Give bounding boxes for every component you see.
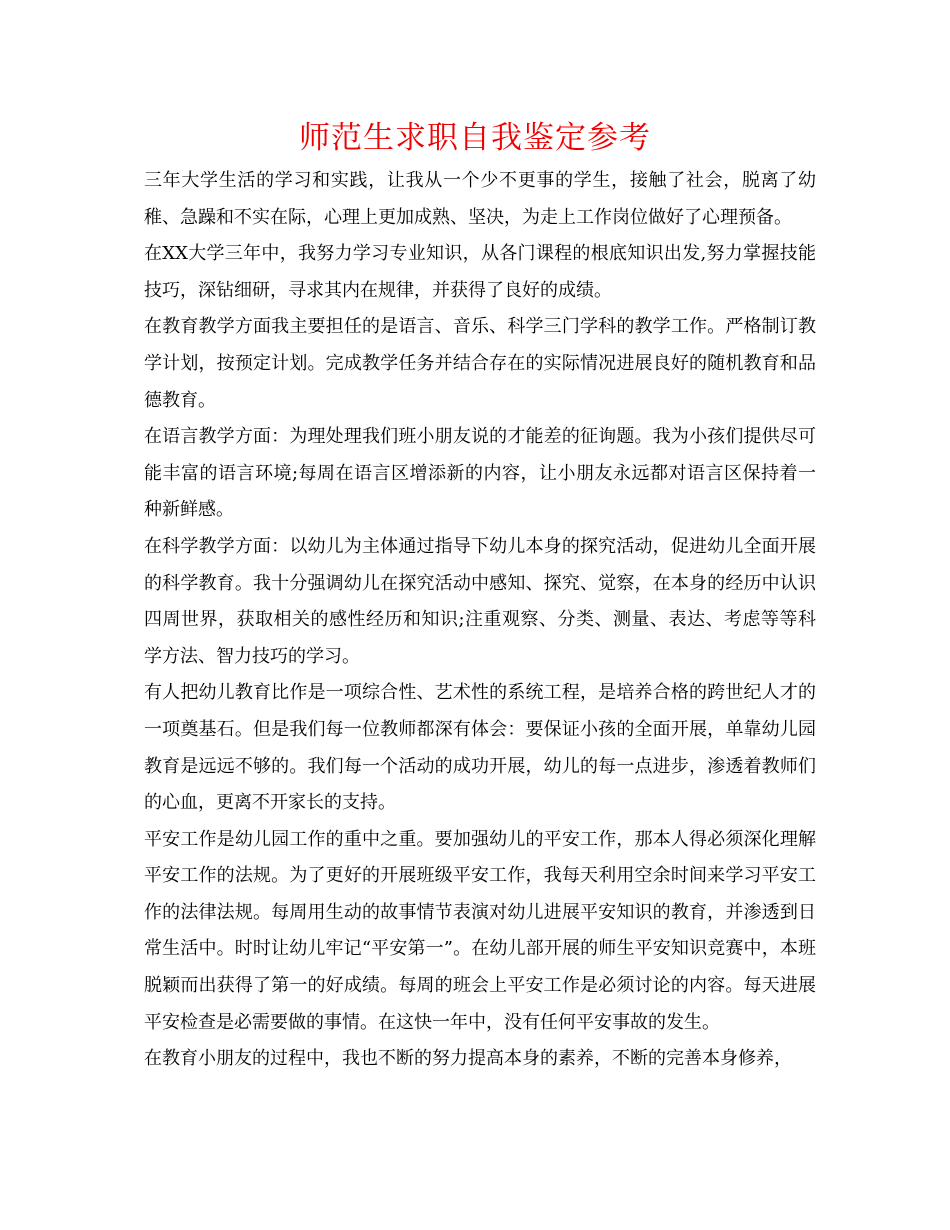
paragraph: 在教育教学方面我主要担任的是语言、音乐、科学三门学科的教学工作。严格制订教学计划，按预定计划。完成教学任务并结合存在的实际情况进展良好的随机教育和品德教育。 [144,316,816,411]
paragraph: 在XX大学三年中，我努力学习专业知识，从各门课程的根底知识出发,努力掌握技能技巧，深钻细研，寻求其内在规律，并获得了良好的成绩。 [144,243,816,301]
document-body [144,163,816,1078]
paragraph: 在教育小朋友的过程中，我也不断的努力提高本身的素养，不断的完善本身修养， [144,1048,792,1070]
paragraph: 在科学教学方面：以幼儿为主体通过指导下幼儿本身的探究活动，促进幼儿全面开展的科学教育。我十分强调幼儿在探究活动中感知、探究、觉察，在本身的经历中认识四周世界，获取相关的感性经历和知识;注重观察、分类、测量、表达、考虑等等科学方法、智力技巧的学习。 [144,535,816,667]
paragraph: 有人把幼儿教育比作是一项综合性、艺术性的系统工程，是培养合格的跨世纪人才的一项奠基石。但是我们每一位教师都深有体会：要保证小孩的全面开展，单靠幼儿园教育是远远不够的。我们每一个活动的成功开展，幼儿的每一点进步，渗透着教师们的心血，更离不开家长的支持。 [144,682,816,814]
paragraph: 平安工作是幼儿园工作的重中之重。要加强幼儿的平安工作，那本人得必须深化理解平安工作的法规。为了更好的开展班级平安工作，我每天利用空余时间来学习平安工作的法律法规。每周用生动的故事情节表演对幼儿进展平安知识的教育，并渗透到日常生活中。时时让幼儿牢记“平安第一”。在幼儿部开展的师生平安知识竞赛中，本班脱颖而出获得了第一的好成绩。每周的班会上平安工作是必须讨论的内容。每天进展平安检查是必需要做的事情。在这快一年中，没有任何平安事故的发生。 [144,828,816,1033]
paragraph: 在语言教学方面：为理处理我们班小朋友说的才能差的征询题。我为小孩们提供尽可能丰富的语言环境;每周在语言区增添新的内容，让小朋友永远都对语言区保持着一种新鲜感。 [144,426,816,521]
paragraph: 三年大学生活的学习和实践，让我从一个少不更事的学生，接触了社会，脱离了幼稚、急躁和不实在际，心理上更加成熟、坚决，为走上工作岗位做好了心理预备。 [144,170,816,228]
document-title: 师范生求职自我鉴定参考 [299,120,651,156]
